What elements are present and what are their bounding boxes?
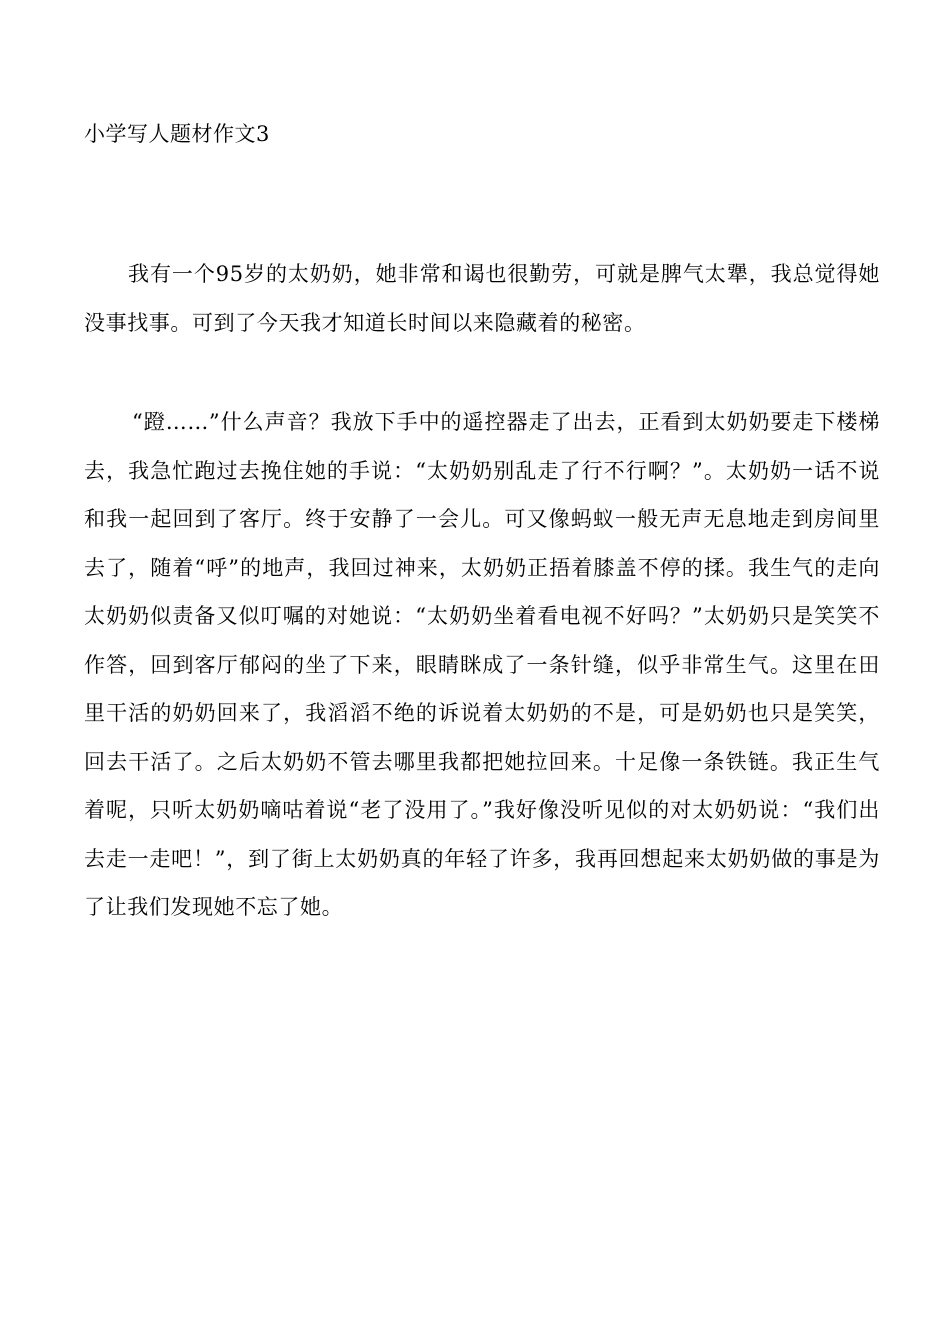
document-title: 小学写人题材作文3 xyxy=(84,122,270,146)
paragraph-1: 我有一个95岁的太奶奶，她非常和谒也很勤劳，可就是脾气太犟，我总觉得她没事找事。可到了今天我才知道长时间以来隐藏着的秘密。 xyxy=(84,262,880,335)
paragraph-2: “蹬……”什么声音？我放下手中的遥控器走了出去，正看到太奶奶要走下楼梯去，我急忙跑过去挽住她的手说：“太奶奶别乱走了行不行啊？”。太奶奶一话不说和我一起回到了客厅。终于安静了一会儿。可又像蚂蚁一般无声无息地走到房间里去了，随着“呼”的地声，我回过神来，太奶奶正捂着膝盖不停的揉。我生气的走向太奶奶似责备又似叮嘱的对她说：“太奶奶坐着看电视不好吗？”太奶奶只是笑笑不作答，回到客厅郁闷的坐了下来，眼睛眯成了一条针缝，似乎非常生气。这里在田里干活的奶奶回来了，我滔滔不绝的诉说着太奶奶的不是，可是奶奶也只是笑笑，回去干活了。之后太奶奶不管去哪里我都把她拉回来。十足像一条铁链。我正生气着呢，只听太奶奶嘀咕着说“老了没用了。”我好像没听见似的对太奶奶说：“我们出去走一走吧！”，到了街上太奶奶真的年轻了许多，我再回想起来太奶奶做的事是为了让我们发现她不忘了她。 xyxy=(84,410,880,919)
